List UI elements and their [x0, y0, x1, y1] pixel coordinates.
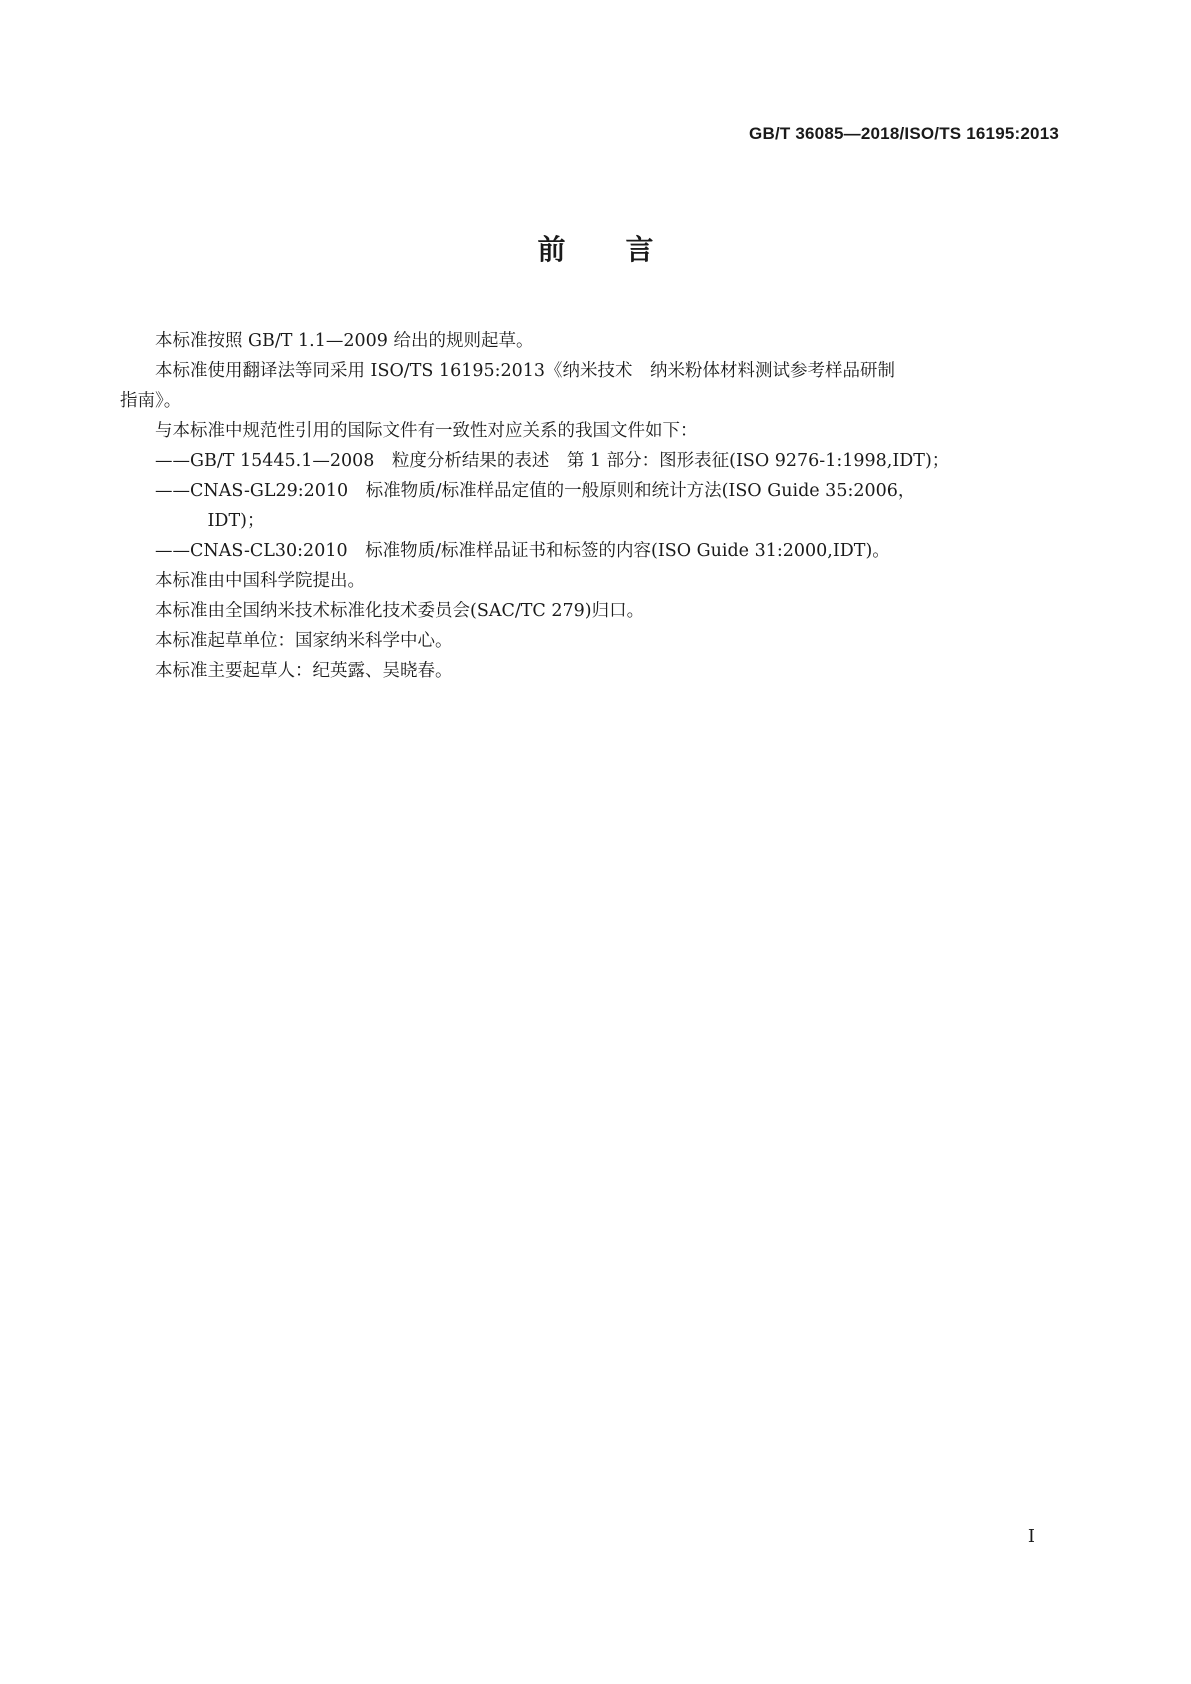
list-item-text-cont: IDT)； — [207, 511, 265, 531]
list-item-text: ——CNAS-GL29:2010 标准物质/标准样品定值的一般原则和统计方法(ISO Guide 35:2006， — [155, 481, 916, 501]
paragraph-committee: 本标准由全国纳米技术标准化技术委员会(SAC/TC 279)归口。 — [155, 601, 645, 621]
foreword-body — [120, 326, 1056, 686]
paragraph-references-intro: 与本标准中规范性引用的国际文件有一致性对应关系的我国文件如下： — [155, 421, 698, 441]
title-char-2: 言 — [625, 233, 654, 266]
list-item — [120, 476, 1056, 536]
list-item: ——GB/T 15445.1—2008 粒度分析结果的表述 第 1 部分：图形表征(ISO 9276-1:1998,IDT)； — [155, 451, 950, 471]
page-number: I — [1027, 1526, 1035, 1547]
title-char-1: 前 — [537, 233, 566, 266]
list-item: ——CNAS-CL30:2010 标准物质/标准样品证书和标签的内容(ISO Guide 31:2000,IDT)。 — [155, 541, 890, 561]
paragraph-adoption: 本标准使用翻译法等同采用 ISO/TS 16195:2013《纳米技术 纳米粉体材料测试参考样品研制 — [155, 361, 896, 381]
page-title — [0, 228, 1191, 268]
paragraph-drafting-rules: 本标准按照 GB/T 1.1—2009 给出的规则起草。 — [155, 331, 534, 351]
paragraph-proposer: 本标准由中国科学院提出。 — [155, 571, 365, 591]
paragraph-drafting-unit: 本标准起草单位：国家纳米科学中心。 — [155, 631, 453, 651]
standard-code-header: GB/T 36085—2018/ISO/TS 16195:2013 — [749, 124, 1059, 143]
paragraph-drafters: 本标准主要起草人：纪英露、吴晓春。 — [155, 661, 453, 681]
paragraph-adoption-cont: 指南》。 — [120, 391, 182, 411]
